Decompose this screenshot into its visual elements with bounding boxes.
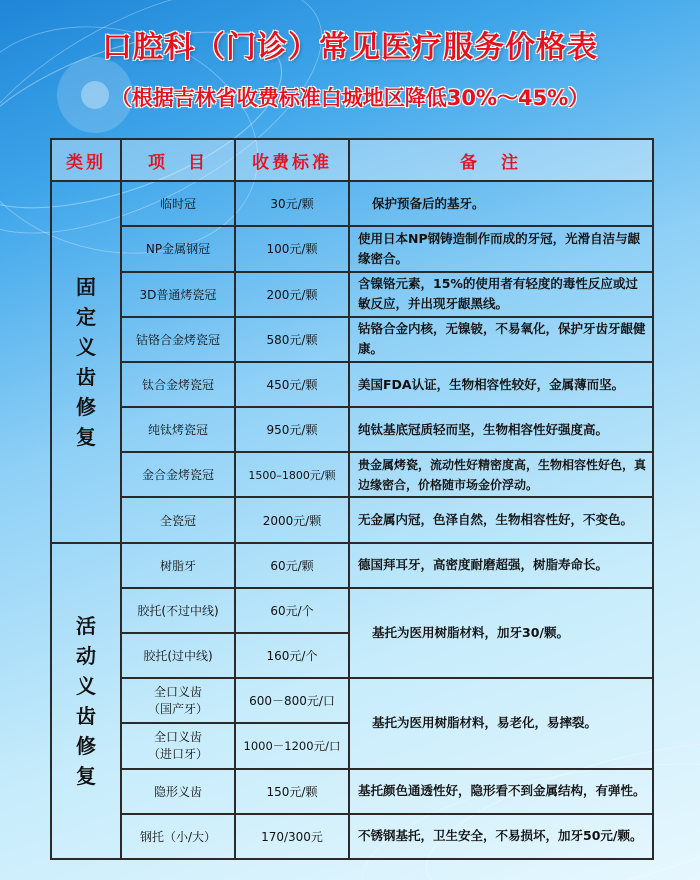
item-note: 德国拜耳牙，高密度耐磨超强，树脂寿命长。 <box>349 543 653 588</box>
item-name: NP金属钢冠 <box>121 226 235 271</box>
item-price: 60元/个 <box>235 588 349 633</box>
page-title: 口腔科（门诊）常见医疗服务价格表 <box>102 30 598 65</box>
item-price: 950元/颗 <box>235 407 349 452</box>
table-row <box>51 317 653 362</box>
item-price: 1000－1200元/口 <box>235 723 349 768</box>
item-note: 基托颜色通透性好，隐形看不到金属结构，有弹性。 <box>349 769 653 814</box>
item-name: 胶托(不过中线) <box>121 588 235 633</box>
item-price: 2000元/颗 <box>235 497 349 542</box>
item-name: 3D普通烤瓷冠 <box>121 272 235 317</box>
item-name: 胶托(过中线) <box>121 633 235 678</box>
item-price: 580元/颗 <box>235 317 349 362</box>
item-note: 钴铬合金内核，无镍铍，不易氧化，保护牙齿牙龈健康。 <box>349 317 653 362</box>
item-name: 全口义齿 （进口牙） <box>121 723 235 768</box>
header-price: 收费标准 <box>235 139 349 181</box>
table-row <box>51 226 653 271</box>
table-row <box>51 452 653 497</box>
table-row <box>51 678 653 723</box>
item-price: 450元/颗 <box>235 362 349 407</box>
item-name: 金合金烤瓷冠 <box>121 452 235 497</box>
item-name: 全口义齿 （国产牙） <box>121 678 235 723</box>
item-note: 纯钛基底冠质轻而坚，生物相容性好强度高。 <box>349 407 653 452</box>
item-name: 钢托（小/大） <box>121 814 235 859</box>
item-price: 60元/颗 <box>235 543 349 588</box>
item-name: 纯钛烤瓷冠 <box>121 407 235 452</box>
table-row <box>51 407 653 452</box>
table-row <box>51 497 653 542</box>
item-note: 无金属内冠，色泽自然，生物相容性好，不变色。 <box>349 497 653 542</box>
price-table <box>50 138 654 860</box>
table-row <box>51 588 653 633</box>
item-price: 200元/颗 <box>235 272 349 317</box>
item-note: 保护预备后的基牙。 <box>349 181 653 226</box>
item-price: 30元/颗 <box>235 181 349 226</box>
header-category: 类别 <box>51 139 121 181</box>
table-row <box>51 362 653 407</box>
item-name: 隐形义齿 <box>121 769 235 814</box>
item-note: 美国FDA认证，生物相容性较好，金属薄而坚。 <box>349 362 653 407</box>
header-item: 项 目 <box>121 139 235 181</box>
item-name: 树脂牙 <box>121 543 235 588</box>
item-note-merged: 基托为医用树脂材料，易老化，易摔裂。 <box>349 678 653 768</box>
category-removable: 活动义齿修复 <box>51 543 121 859</box>
item-price: 150元/颗 <box>235 769 349 814</box>
item-price: 160元/个 <box>235 633 349 678</box>
table-row <box>51 769 653 814</box>
table-header-row <box>51 139 653 181</box>
item-note-merged: 基托为医用树脂材料，加牙30/颗。 <box>349 588 653 678</box>
table-row <box>51 814 653 859</box>
item-name: 钴铬合金烤瓷冠 <box>121 317 235 362</box>
table-row <box>51 272 653 317</box>
item-name: 全瓷冠 <box>121 497 235 542</box>
item-price: 170/300元 <box>235 814 349 859</box>
item-note: 贵金属烤瓷，流动性好精密度高，生物相容性好色，真边缘密合，价格随市场金价浮动。 <box>349 452 653 497</box>
item-note: 含镍铬元素，15%的使用者有轻度的毒性反应或过敏反应，并出现牙龈黑线。 <box>349 272 653 317</box>
item-price: 600－800元/口 <box>235 678 349 723</box>
item-note: 使用日本NP钢铸造制作而成的牙冠，光滑自洁与龈缘密合。 <box>349 226 653 271</box>
item-price: 100元/颗 <box>235 226 349 271</box>
item-name: 临时冠 <box>121 181 235 226</box>
item-note: 不锈钢基托，卫生安全，不易损坏，加牙50元/颗。 <box>349 814 653 859</box>
table-row <box>51 181 653 226</box>
header-note: 备注 <box>349 139 653 181</box>
category-fixed: 固定义齿修复 <box>51 181 121 543</box>
item-price: 1500–1800元/颗 <box>235 452 349 497</box>
page-subtitle: （根据吉林省收费标准白城地区降低30%～45%） <box>110 86 590 110</box>
item-name: 钛合金烤瓷冠 <box>121 362 235 407</box>
table-row <box>51 543 653 588</box>
